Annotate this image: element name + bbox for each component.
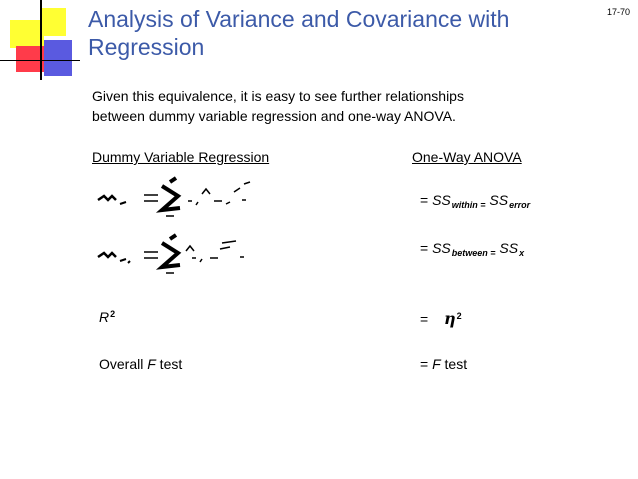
ss-within-subscript: within = xyxy=(451,200,486,210)
r-squared-exponent: 2 xyxy=(110,309,116,319)
f-symbol: F xyxy=(432,356,441,372)
equals-sign: = xyxy=(420,240,433,256)
slide-number: 17-70 xyxy=(606,7,630,17)
blue-square xyxy=(44,40,72,76)
ss-x-subscript: x xyxy=(519,248,525,258)
intro-line-1: Given this equivalence, it is easy to see further relationships xyxy=(92,88,464,104)
overall-f-test xyxy=(99,356,182,372)
equals-sign: = xyxy=(420,311,429,327)
test-label: test xyxy=(155,356,183,372)
formula-image-error-sum xyxy=(96,176,266,224)
dummy-regression-header: Dummy Variable Regression xyxy=(92,149,270,165)
ss-between-subscript: between = xyxy=(451,248,496,258)
anova-f-test xyxy=(420,356,467,372)
ss-error-subscript: error xyxy=(509,200,531,210)
eta-symbol: η xyxy=(443,309,456,328)
horizontal-rule xyxy=(0,60,80,61)
anova-ss-between xyxy=(420,240,524,258)
title-line-1: Analysis of Variance and Covariance with xyxy=(88,6,510,32)
intro-line-2: between dummy variable regression and one-way ANOVA. xyxy=(92,108,456,124)
corner-decoration xyxy=(0,0,80,80)
ss-label: SS xyxy=(432,240,451,256)
overall-label: Overall xyxy=(99,356,148,372)
slide-title xyxy=(88,5,568,61)
equals-sign: = xyxy=(420,192,433,208)
r-squared xyxy=(99,309,115,325)
vertical-rule xyxy=(40,0,42,80)
eta-squared xyxy=(420,309,462,328)
ss-label: SS xyxy=(489,192,509,208)
r-symbol: R xyxy=(99,309,110,325)
eta-squared-exponent: 2 xyxy=(456,311,462,321)
ss-label: SS xyxy=(499,240,519,256)
intro-text xyxy=(92,86,592,126)
formula-image-between-sum xyxy=(96,233,266,281)
f-symbol: F xyxy=(147,356,156,372)
title-line-2: Regression xyxy=(88,34,205,60)
equals-sign: = xyxy=(420,356,433,372)
ss-label: SS xyxy=(432,192,451,208)
yellow-square-left xyxy=(10,20,44,48)
test-label: test xyxy=(440,356,468,372)
anova-header: One-Way ANOVA xyxy=(412,149,522,165)
anova-ss-within xyxy=(420,192,530,210)
